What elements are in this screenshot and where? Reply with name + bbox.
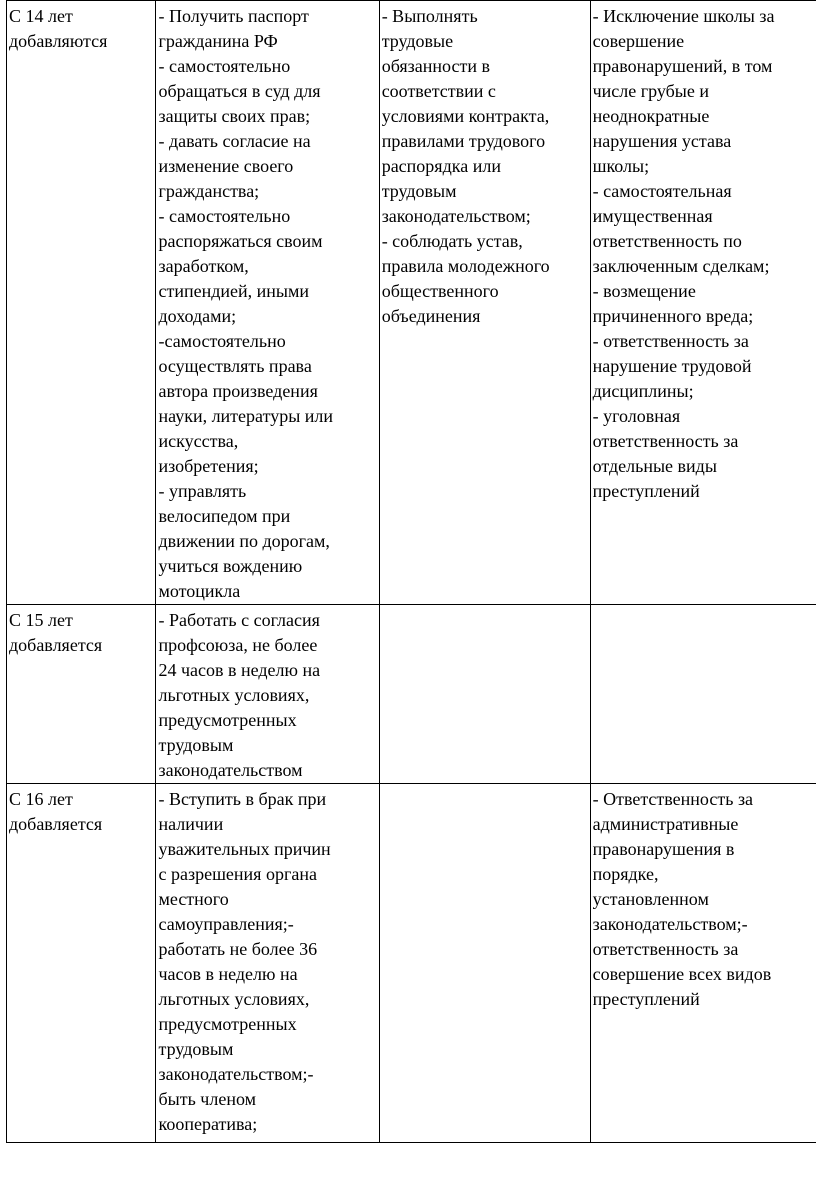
table-row-age-14 [7, 1, 816, 605]
duties-cell [379, 1, 590, 605]
rights-cell [156, 1, 379, 605]
table-row-age-16 [7, 784, 816, 1143]
age-label: С 15 лет добавляется [9, 610, 103, 655]
age-label: С 16 лет добавляется [9, 789, 103, 834]
rights-cell [156, 784, 379, 1143]
responsibility-cell [590, 784, 816, 1143]
rights-text: - Вступить в брак при наличии уважительных причин с разрешения органа местного самоуправления;- работать не более 36 часов в неделю на льготных условиях, предусмотренных трудовым законодательством;- быть членом кооператива; [158, 789, 331, 1134]
age-cell [7, 784, 156, 1143]
table-row-age-15 [7, 605, 816, 784]
rights-text: - Получить паспорт гражданина РФ - самостоятельно обращаться в суд для защиты своих прав; - давать согласие на изменение своего гражданства; - самостоятельно распоряжаться своим заработком, стипендией, иными доходами; -самостоятельно осуществлять права автора произведения науки, литературы или искусства, изобретения; - управлять велосипедом при движении по дорогам, учиться вождению мотоцикла [158, 6, 334, 601]
responsibility-cell [590, 605, 816, 784]
rights-cell [156, 605, 379, 784]
responsibility-text: - Ответственность за административные правонарушения в порядке, установленном законодательством;- ответственность за совершение всех видов преступлений [592, 789, 772, 1009]
duties-cell [379, 784, 590, 1143]
rights-text: - Работать с согласия профсоюза, не более 24 часов в неделю на льготных условиях, предусмотренных трудовым законодательством [158, 610, 321, 780]
age-rights-table [6, 0, 816, 1143]
age-cell [7, 605, 156, 784]
responsibility-cell [590, 1, 816, 605]
duties-text: - Выполнять трудовые обязанности в соответствии с условиями контракта, правилами трудового распорядка или трудовым законодательством; - соблюдать устав, правила молодежного общественного объединения [381, 6, 550, 326]
age-label: С 14 лет добавляются [9, 6, 108, 51]
duties-cell [379, 605, 590, 784]
responsibility-text: - Исключение школы за совершение правонарушений, в том числе грубые и неоднократные нарушения устава школы; - самостоятельная имущественная ответственность по заключенным сделкам; - возмещение причиненного вреда; - ответственность за нарушение трудовой дисциплины; - уголовная ответственность за отдельные виды преступлений [592, 6, 775, 501]
age-cell [7, 1, 156, 605]
